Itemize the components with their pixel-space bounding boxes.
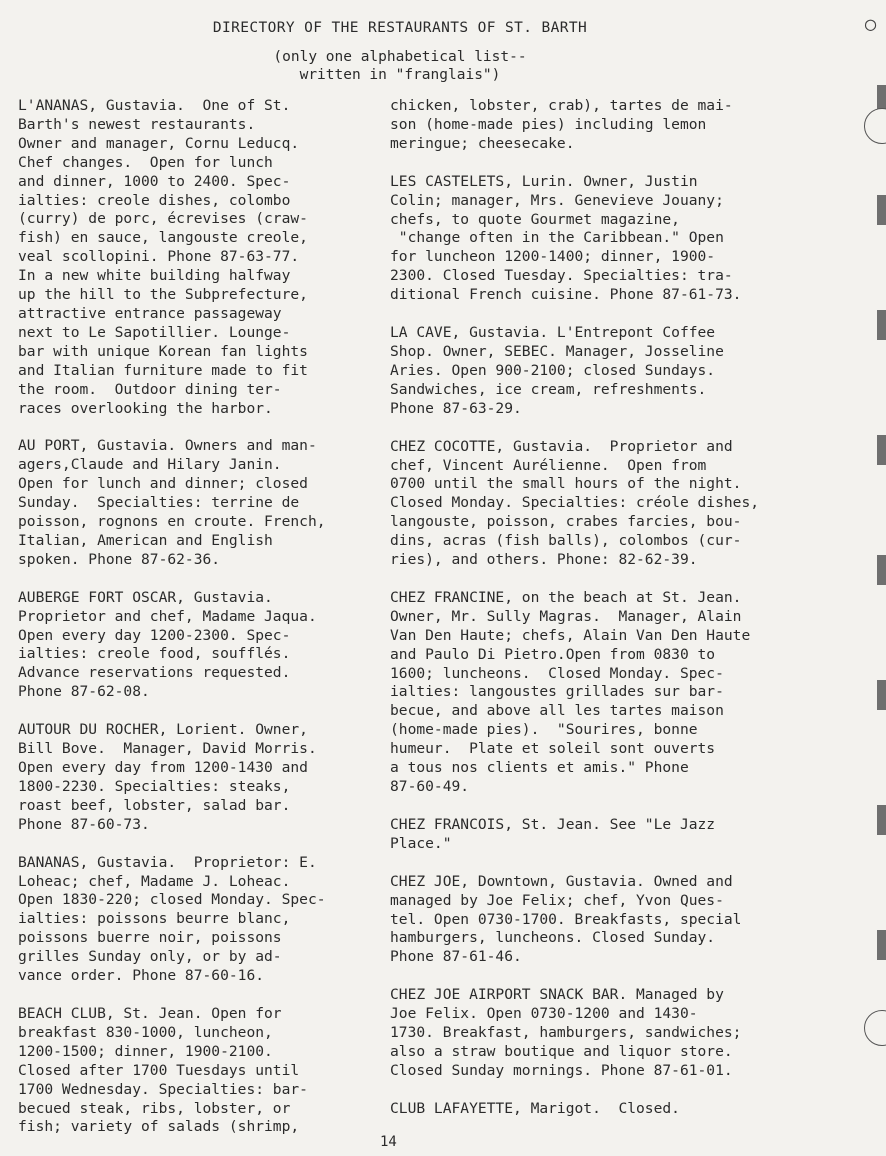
- entry-line: Phone 87-60-73.: [18, 815, 150, 833]
- entry-line: Chef changes. Open for lunch: [18, 153, 273, 171]
- entry-line: poissons buerre noir, poissons: [18, 929, 282, 947]
- directory-entry: [390, 173, 840, 305]
- entry-line: In a new white building halfway: [18, 267, 291, 285]
- entry-line: LA CAVE, Gustavia. L'Entrepont Coffee: [390, 324, 716, 342]
- entry-line: tel. Open 0730-1700. Breakfasts, special: [390, 910, 742, 928]
- directory-entry: [390, 324, 840, 419]
- entry-line: Closed Monday. Specialties: créole dishes,: [390, 494, 760, 512]
- edge-mark: [877, 555, 886, 585]
- entry-line: spoken. Phone 87-62-36.: [18, 550, 221, 568]
- entry-line: breakfast 830-1000, luncheon,: [18, 1023, 273, 1041]
- entry-line: also a straw boutique and liquor store.: [390, 1042, 733, 1060]
- directory-entry: [390, 816, 840, 854]
- entry-line: meringue; cheesecake.: [390, 134, 575, 152]
- entry-line: agers,Claude and Hilary Janin.: [18, 456, 282, 474]
- entry-line: 1800-2230. Specialties: steaks,: [18, 777, 291, 795]
- entry-line: Open every day from 1200-1430 and: [18, 759, 308, 776]
- directory-entry: [390, 1100, 840, 1119]
- entry-line: Place.": [390, 834, 452, 852]
- entry-line: AUBERGE FORT OSCAR, Gustavia.: [18, 588, 273, 606]
- entry-line: Aries. Open 900-2100; closed Sundays.: [390, 361, 716, 379]
- entry-line: grilles Sunday only, or by ad-: [18, 948, 282, 966]
- entry-line: fish) en sauce, langouste creole,: [18, 229, 308, 247]
- subtitle-line: written in "franglais"): [299, 67, 501, 83]
- left-column: [18, 97, 388, 1156]
- edge-mark: [877, 680, 886, 710]
- entry-line: bar with unique Korean fan lights: [18, 342, 308, 360]
- directory-entry: [18, 854, 388, 986]
- entry-line: and dinner, 1000 to 2400. Spec-: [18, 172, 291, 190]
- entry-line: 2300. Closed Tuesday. Specialties: tra-: [390, 267, 733, 285]
- entry-line: Bill Bove. Manager, David Morris.: [18, 740, 317, 758]
- entry-line: Italian, American and English: [18, 531, 273, 549]
- entry-line: langouste, poisson, crabes farcies, bou-: [390, 513, 742, 531]
- entry-line: chicken, lobster, crab), tartes de mai-: [390, 97, 733, 114]
- right-column: [390, 97, 840, 1138]
- page-title: DIRECTORY OF THE RESTAURANTS OF ST. BARTH: [212, 20, 588, 36]
- entry-line: CHEZ COCOTTE, Gustavia. Proprietor and: [390, 437, 733, 455]
- entry-line: (curry) de porc, écrevises (craw-: [18, 210, 308, 228]
- entry-line: CLUB LAFAYETTE, Marigot. Closed.: [390, 1099, 680, 1117]
- entry-line: becue, and above all les tartes maison: [390, 702, 724, 720]
- punch-hole-icon: [864, 108, 886, 144]
- directory-entry: [18, 1005, 388, 1137]
- directory-entry: [390, 589, 840, 797]
- page-number: 14: [380, 1134, 397, 1150]
- edge-mark: [877, 435, 886, 465]
- entry-line: 87-60-49.: [390, 778, 470, 795]
- entry-line: CHEZ FRANCOIS, St. Jean. See "Le Jazz: [390, 815, 716, 833]
- entry-line: CHEZ JOE AIRPORT SNACK BAR. Managed by: [390, 986, 724, 1004]
- entry-line: humeur. Plate et soleil sont ouverts: [390, 740, 716, 758]
- entry-line: dins, acras (fish balls), colombos (cur-: [390, 532, 742, 550]
- entry-line: ries), and others. Phone: 82-62-39.: [390, 551, 698, 569]
- directory-entry: [390, 873, 840, 968]
- entry-line: 1600; luncheons. Closed Monday. Spec-: [390, 664, 724, 682]
- entry-line: "change often in the Caribbean." Open: [390, 229, 724, 247]
- entry-line: a tous nos clients et amis." Phone: [390, 759, 689, 777]
- entry-line: BEACH CLUB, St. Jean. Open for: [18, 1004, 282, 1022]
- header: [0, 20, 800, 84]
- entry-line: and Italian furniture made to fit: [18, 361, 308, 379]
- entry-line: Owner and manager, Cornu Leducq.: [18, 134, 300, 152]
- entry-line: veal scollopini. Phone 87-63-77.: [18, 248, 300, 266]
- entry-line: the room. Outdoor dining ter-: [18, 380, 282, 398]
- entry-line: vance order. Phone 87-60-16.: [18, 967, 265, 985]
- edge-mark: [877, 805, 886, 835]
- entry-line: Loheac; chef, Madame J. Loheac.: [18, 872, 291, 890]
- entry-line: BANANAS, Gustavia. Proprietor: E.: [18, 853, 317, 871]
- entry-line: 1730. Breakfast, hamburgers, sandwiches;: [390, 1024, 742, 1042]
- entry-line: ialties: creole food, soufflés.: [18, 645, 291, 663]
- entry-line: Advance reservations requested.: [18, 664, 291, 682]
- entry-line: Phone 87-63-29.: [390, 399, 522, 417]
- entry-line: son (home-made pies) including lemon: [390, 115, 707, 133]
- entry-line: Open for lunch and dinner; closed: [18, 475, 308, 493]
- directory-entry: [18, 97, 388, 418]
- entry-line: Closed after 1700 Tuesdays until: [18, 1061, 300, 1079]
- entry-line: hamburgers, luncheons. Closed Sunday.: [390, 929, 716, 947]
- entry-line: roast beef, lobster, salad bar.: [18, 796, 291, 814]
- entry-line: Colin; manager, Mrs. Genevieve Jouany;: [390, 191, 724, 209]
- entry-line: AUTOUR DU ROCHER, Lorient. Owner,: [18, 721, 308, 739]
- subtitle-line: (only one alphabetical list--: [273, 49, 527, 65]
- entry-line: and Paulo Di Pietro.Open from 0830 to: [390, 645, 716, 663]
- entry-line: Phone 87-62-08.: [18, 683, 150, 701]
- entry-line: (home-made pies). "Sourires, bonne: [390, 721, 698, 739]
- entry-line: L'ANANAS, Gustavia. One of St.: [18, 97, 291, 114]
- entry-line: next to Le Sapotillier. Lounge-: [18, 323, 291, 341]
- entry-line: fish; variety of salads (shrimp,: [18, 1118, 300, 1136]
- edge-mark: [877, 930, 886, 960]
- entry-line: LES CASTELETS, Lurin. Owner, Justin: [390, 172, 698, 190]
- entry-line: Open every day 1200-2300. Spec-: [18, 626, 291, 644]
- entry-line: CHEZ JOE, Downtown, Gustavia. Owned and: [390, 872, 733, 890]
- entry-line: ialties: creole dishes, colombo: [18, 191, 291, 209]
- directory-entry: [390, 97, 840, 154]
- entry-line: 1200-1500; dinner, 1900-2100.: [18, 1042, 273, 1060]
- entry-line: 1700 Wednesday. Specialties: bar-: [18, 1080, 308, 1098]
- directory-entry: [18, 437, 388, 569]
- entry-line: AU PORT, Gustavia. Owners and man-: [18, 437, 317, 455]
- punch-hole-icon: [864, 1010, 886, 1046]
- entry-line: Closed Sunday mornings. Phone 87-61-01.: [390, 1061, 733, 1079]
- entry-line: Open 1830-220; closed Monday. Spec-: [18, 891, 326, 909]
- entry-line: for luncheon 1200-1400; dinner, 1900-: [390, 248, 716, 266]
- entry-line: ialties: poissons beurre blanc,: [18, 910, 291, 928]
- entry-line: managed by Joe Felix; chef, Yvon Ques-: [390, 891, 724, 909]
- entry-line: ditional French cuisine. Phone 87-61-73.: [390, 286, 742, 304]
- entry-line: Van Den Haute; chefs, Alain Van Den Haute: [390, 626, 751, 644]
- directory-entry: [390, 986, 840, 1081]
- entry-line: Joe Felix. Open 0730-1200 and 1430-: [390, 1005, 698, 1023]
- edge-mark: [877, 310, 886, 340]
- entry-line: races overlooking the harbor.: [18, 399, 273, 417]
- entry-line: attractive entrance passageway: [18, 304, 282, 322]
- entry-line: Sunday. Specialties: terrine de: [18, 494, 300, 512]
- entry-line: chefs, to quote Gourmet magazine,: [390, 210, 680, 228]
- directory-entry: [390, 438, 840, 570]
- entry-line: poisson, rognons en croute. French,: [18, 513, 326, 531]
- entry-line: Sandwiches, ice cream, refreshments.: [390, 380, 707, 398]
- edge-mark: [877, 195, 886, 225]
- entry-line: 0700 until the small hours of the night.: [390, 475, 742, 493]
- entry-line: Shop. Owner, SEBEC. Manager, Josseline: [390, 342, 724, 360]
- entry-line: Phone 87-61-46.: [390, 948, 522, 966]
- entry-line: chef, Vincent Aurélienne. Open from: [390, 456, 707, 474]
- directory-entry: [18, 589, 388, 702]
- entry-line: ialties: langoustes grillades sur bar-: [390, 683, 724, 701]
- subtitle: [0, 48, 800, 84]
- entry-line: up the hill to the Subprefecture,: [18, 286, 308, 304]
- entry-line: Proprietor and chef, Madame Jaqua.: [18, 607, 317, 625]
- directory-entry: [18, 721, 388, 834]
- entry-line: becued steak, ribs, lobster, or: [18, 1099, 291, 1117]
- entry-line: Barth's newest restaurants.: [18, 115, 256, 133]
- corner-mark-icon: ◯: [865, 14, 876, 35]
- entry-line: CHEZ FRANCINE, on the beach at St. Jean.: [390, 588, 742, 606]
- entry-line: Owner, Mr. Sully Magras. Manager, Alain: [390, 607, 742, 625]
